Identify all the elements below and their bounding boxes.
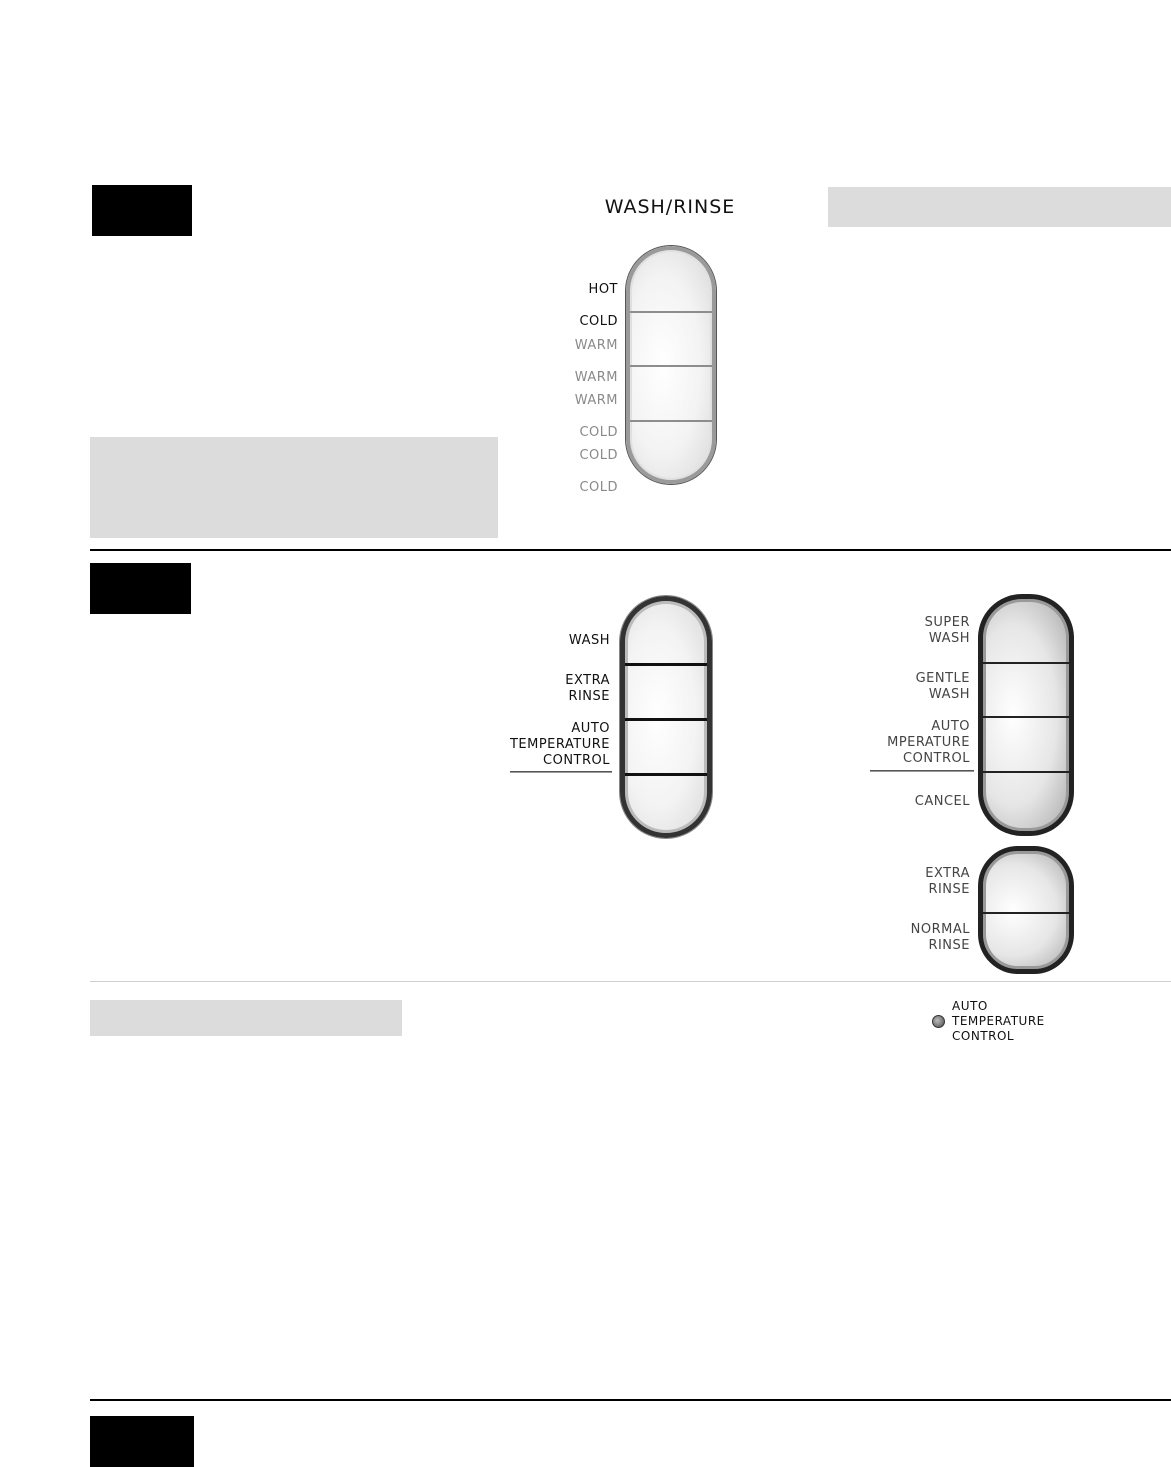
option-line1: HOT	[588, 282, 618, 297]
rinse-selector-button[interactable]	[978, 846, 1074, 974]
option-extra-rinse-b[interactable]: EXTRA RINSE	[925, 866, 970, 897]
header-bar-right	[828, 187, 1171, 227]
wash-rinse-selector-button[interactable]	[626, 246, 716, 484]
option-line2: COLD	[579, 480, 618, 495]
wash-rinse-option-cold-cold[interactable]	[540, 432, 618, 496]
section-divider	[90, 549, 1171, 551]
label-underline	[510, 771, 612, 773]
segment-divider	[983, 771, 1069, 773]
section-divider-light	[90, 981, 1171, 982]
option-line2: WARM	[574, 370, 618, 385]
option-gentle-wash[interactable]: GENTLE WASH	[915, 671, 970, 702]
option-auto-temperature-control[interactable]: AUTO TEMPERATURE CONTROL	[509, 721, 610, 768]
segment-divider	[983, 716, 1069, 718]
option-line1: COLD	[579, 448, 618, 463]
segment-divider	[625, 718, 707, 721]
option-line1: WARM	[574, 393, 618, 408]
options-selector-button-a[interactable]	[620, 596, 712, 838]
section-1-tab	[92, 185, 192, 236]
subheading-box	[90, 1000, 402, 1036]
segment-divider	[983, 912, 1069, 914]
label-underline	[870, 770, 974, 772]
options-selector-button-b[interactable]	[978, 594, 1074, 836]
section-4-tab	[90, 1416, 194, 1467]
segment-divider	[983, 662, 1069, 664]
note-box	[90, 437, 498, 538]
option-auto-temperature-control-b[interactable]: AUTO MPERATURE CONTROL	[887, 719, 970, 766]
segment-divider	[630, 420, 712, 422]
option-wash[interactable]: WASH	[568, 633, 610, 648]
option-line1: WARM	[574, 338, 618, 353]
wash-rinse-title: WASH/RINSE	[604, 196, 736, 218]
segment-divider	[630, 365, 712, 367]
option-extra-rinse[interactable]: EXTRA RINSE	[565, 673, 610, 704]
section-2-tab	[90, 563, 191, 614]
wash-rinse-option-hot-cold[interactable]	[540, 266, 618, 330]
segment-divider	[625, 773, 707, 776]
section-divider	[90, 1399, 1171, 1401]
status-indicator-light-icon	[932, 1015, 945, 1028]
option-super-wash[interactable]: SUPER WASH	[924, 615, 970, 646]
option-normal-rinse[interactable]: NORMAL RINSE	[910, 922, 970, 953]
option-line2: COLD	[579, 314, 618, 329]
segment-divider	[625, 663, 707, 666]
option-line2: COLD	[579, 425, 618, 440]
indicator-label: AUTO TEMPERATURE CONTROL	[952, 999, 1045, 1043]
option-cancel[interactable]: CANCEL	[914, 794, 970, 809]
segment-divider	[630, 311, 712, 313]
